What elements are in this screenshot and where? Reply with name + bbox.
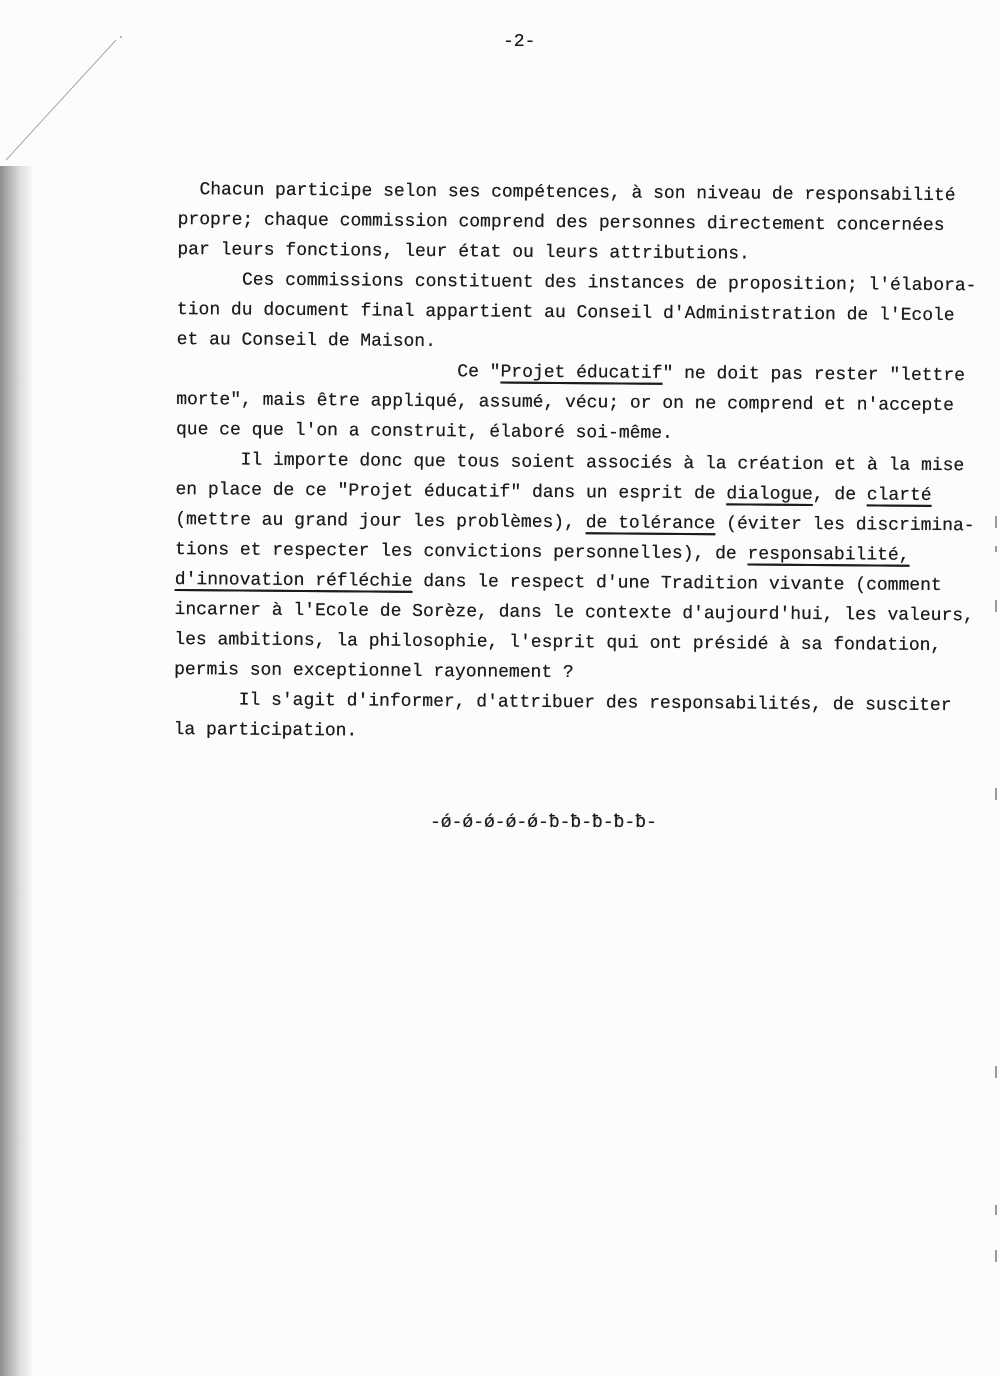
document-body [174,175,990,751]
text-segment: , de [812,484,867,506]
paragraph-5 [174,685,986,751]
scan-mark [995,788,997,800]
text-segment: tions et respecter les convictions personnelles), de [174,539,748,565]
scan-edge-shadow [0,166,34,1376]
page-number: -2- [503,32,536,52]
text-line: tion du document final appartient au Conseil d'Administration de l'Ecole [176,299,955,327]
scan-fold-line [0,0,140,175]
text-line: Chacun participe selon ses compétences, à son niveau de responsabilité [199,180,956,207]
text-line: que ce que l'on a construit, élaboré soi-même. [175,419,673,444]
scan-mark [995,516,997,528]
scan-mark [995,1066,997,1078]
paragraph-2 [177,265,990,361]
text-line: par leurs fonctions, leur état ou leurs attributions. [177,239,750,265]
text-line: la participation. [173,719,358,742]
text-line: et au Conseil de Maison. [176,329,437,353]
closing-ornament: -ǿ-ǿ-ǿ-ǿ-ǿ-ƀ-ƀ-ƀ-ƀ-ƀ- [430,813,657,833]
text-line: Ces commissions constituent des instances de proposition; l'élabora- [241,270,977,297]
paragraph-3 [176,355,989,451]
text-segment: (mettre au grand jour les problèmes), [175,509,586,534]
text-segment: (éviter les discrimina- [715,514,975,537]
text-line: Il importe donc que tous soient associés à la création et à la mise [240,450,965,477]
underlined-phrase: clarté [866,485,932,506]
text-line: propre; chaque commission comprend des personnes directement concernées [177,209,945,237]
underlined-phrase: de tolérance [585,513,716,535]
text-segment: " ne doit pas rester "lettre [662,363,966,387]
text-segment: dans le respect d'une Tradition vivante (comment [412,571,942,597]
text-line: les ambitions, la philosophie, l'esprit qui ont présidé à sa fondation, [174,629,942,657]
text-line: Il s'agit d'informer, d'attribuer des responsabilités, de susciter [238,690,952,717]
scan-mark [995,546,997,552]
scan-mark [995,1250,997,1262]
underlined-phrase: responsabilité, [747,544,910,566]
underlined-phrase: Projet éducatif [500,362,663,384]
underlined-phrase: dialogue [726,484,813,505]
text-line: permis son exceptionnel rayonnement ? [174,659,574,684]
scan-mark [995,600,997,612]
scan-mark [995,1205,997,1215]
text-segment: en place de ce "Projet éducatif" dans un esprit de [175,479,727,505]
text-line: morte", mais être appliqué, assumé, vécu; or on ne comprend et n'accepte [176,389,955,417]
text-segment: Ce " [457,362,501,383]
paragraph-4 [174,445,988,691]
text-line: incarner à l'Ecole de Sorèze, dans le contexte d'aujourd'hui, les valeurs, [174,599,974,627]
underlined-phrase: d'innovation réfléchie [174,569,413,592]
paragraph-1 [177,175,990,271]
